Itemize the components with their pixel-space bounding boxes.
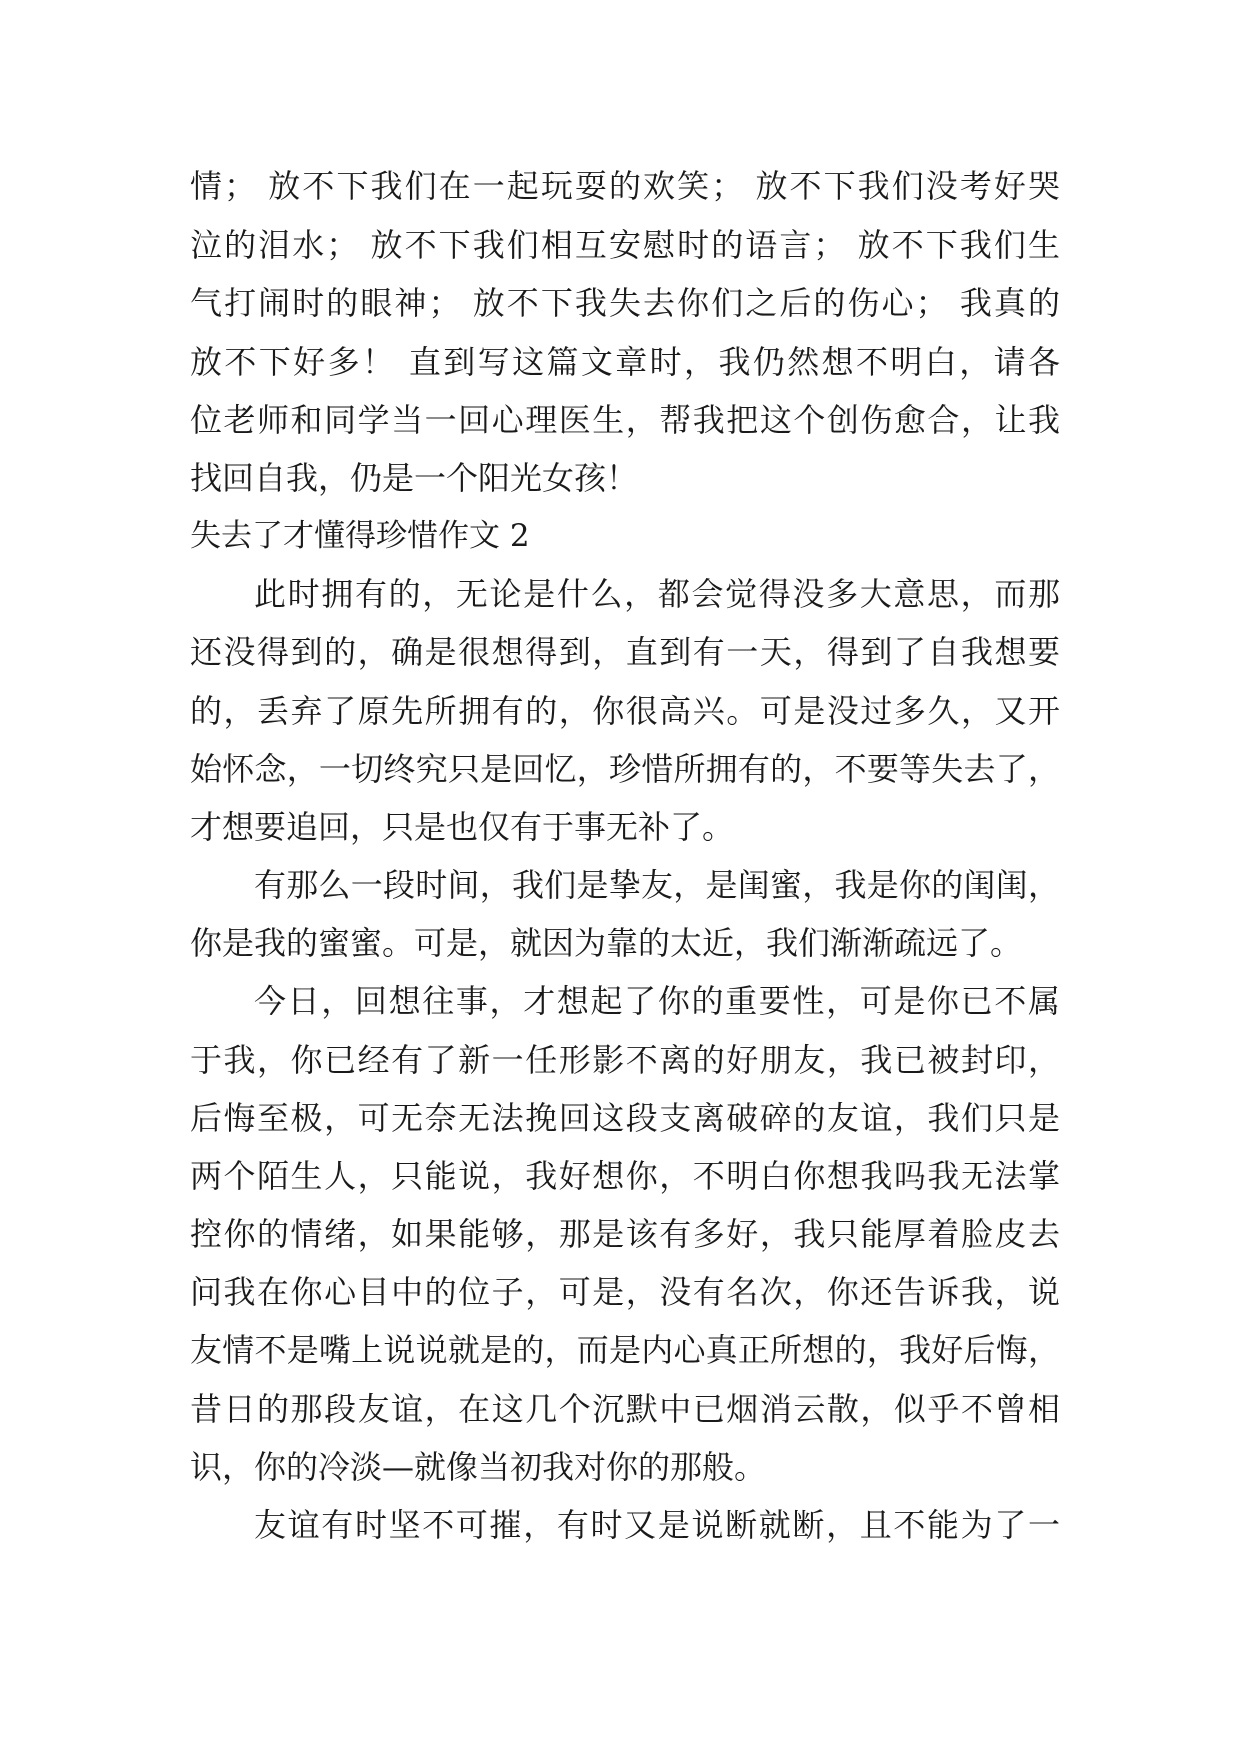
- text-line: 放不下好多！ 直到写这篇文章时，我仍然想不明白，请各: [190, 343, 1060, 381]
- text-line: 两个陌生人，只能说，我好想你，不明白你想我吗我无法掌: [190, 1157, 1060, 1195]
- text-line: 才想要追回，只是也仅有于事无补了。: [190, 808, 735, 846]
- text-line: 此时拥有的，无论是什么，都会觉得没多大意思，而那: [254, 575, 1060, 613]
- text-line: 于我，你已经有了新一任形影不离的好朋友，我已被封印，: [190, 1041, 1060, 1079]
- text-line: 后悔至极，可无奈无法挽回这段支离破碎的友谊，我们只是: [190, 1099, 1060, 1137]
- text-line: 有那么一段时间，我们是挚友，是闺蜜，我是你的闺闺，: [254, 866, 1060, 904]
- text-line: 的，丢弃了原先所拥有的，你很高兴。可是没过多久，又开: [190, 692, 1060, 730]
- text-line: 气打闹时的眼神； 放不下我失去你们之后的伤心； 我真的: [190, 284, 1060, 322]
- text-line: 情； 放不下我们在一起玩耍的欢笑； 放不下我们没考好哭: [190, 167, 1060, 205]
- text-line: 找回自我，仍是一个阳光女孩！: [190, 459, 639, 497]
- text-line: 友谊有时坚不可摧，有时又是说断就断，且不能为了一: [254, 1506, 1060, 1544]
- text-line: 问我在你心目中的位子，可是，没有名次，你还告诉我，说: [190, 1273, 1060, 1311]
- text-line: 位老师和同学当一回心理医生，帮我把这个创伤愈合，让我: [190, 401, 1060, 439]
- text-line: 控你的情绪，如果能够，那是该有多好，我只能厚着脸皮去: [190, 1215, 1060, 1253]
- text-line: 始怀念，一切终究只是回忆，珍惜所拥有的，不要等失去了，: [190, 750, 1060, 788]
- text-line: 今日，回想往事，才想起了你的重要性，可是你已不属: [254, 982, 1060, 1020]
- text-line: 识，你的冷淡—就像当初我对你的那般。: [190, 1448, 767, 1486]
- text-line: 昔日的那段友谊，在这几个沉默中已烟消云散，似乎不曾相: [190, 1390, 1060, 1428]
- text-line: 友情不是嘴上说说就是的，而是内心真正所想的，我好后悔，: [190, 1331, 1060, 1369]
- text-line: 泣的泪水； 放不下我们相互安慰时的语言； 放不下我们生: [190, 226, 1060, 264]
- text-line: 你是我的蜜蜜。可是，就因为靠的太近，我们渐渐疏远了。: [190, 924, 1023, 962]
- text-line: 还没得到的，确是很想得到，直到有一天，得到了自我想要: [190, 633, 1060, 671]
- section-heading: 失去了才懂得珍惜作文 2: [190, 518, 530, 554]
